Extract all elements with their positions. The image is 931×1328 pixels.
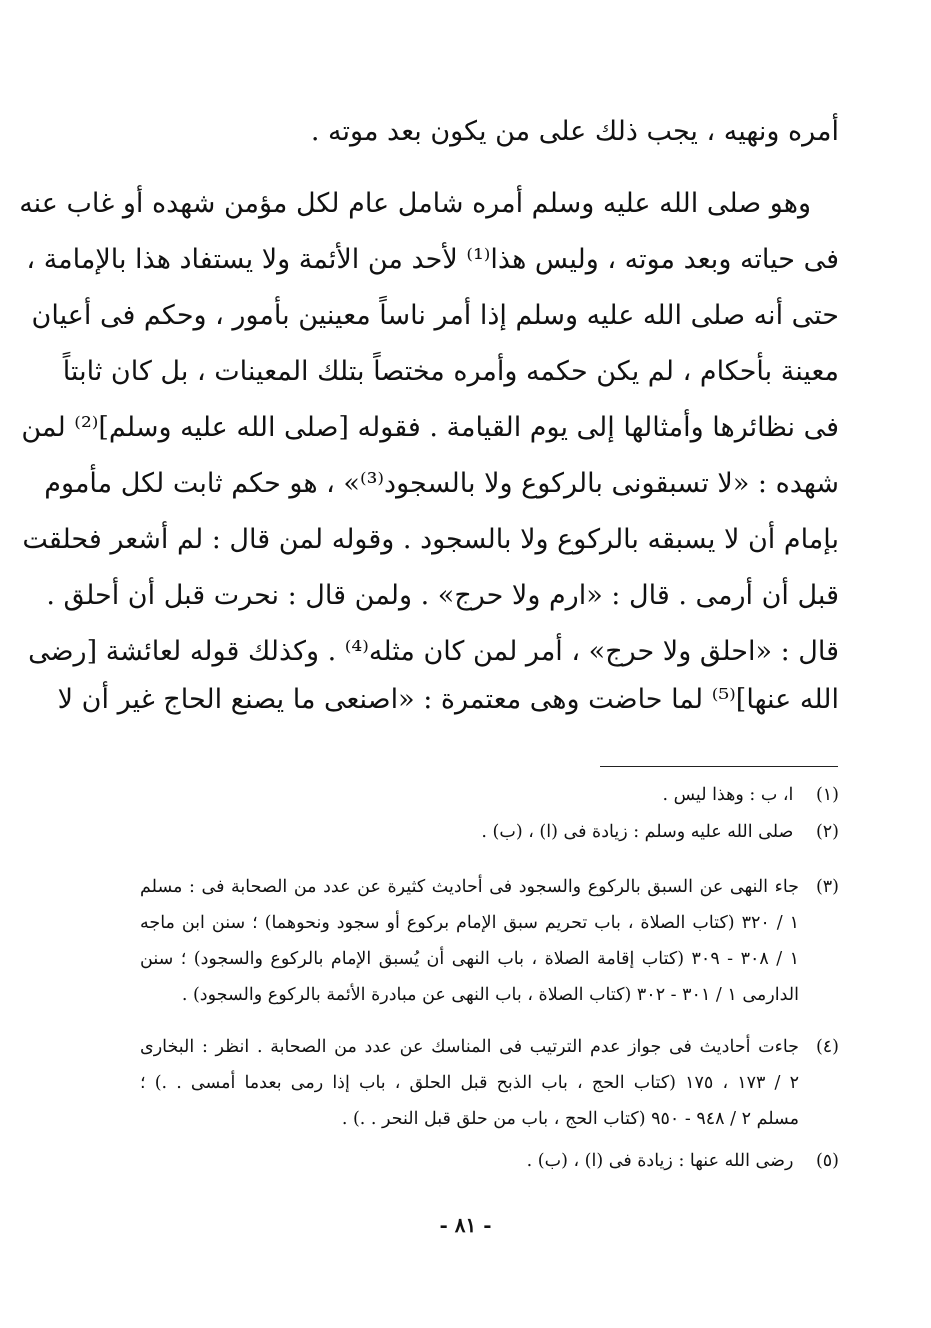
footnote-number: (٥) [815, 1151, 839, 1171]
footnote-text: صلى الله عليه وسلم : زيادة فى (ا) ، (ب) . [481, 822, 794, 842]
text-line: وهو صلى الله عليه وسلم أمره شامل عام لكل مؤمن شهده أو غاب عنه [19, 188, 811, 219]
text-line: شهده : «لا تسبقونى بالركوع ولا بالسجود⁽³⁾» ، هو حكم ثابت لكل مأموم [44, 468, 839, 499]
text-line: حتى أنه صلى الله عليه وسلم إذا أمر ناساً معينين بأمور ، وحكم فى أعيان [31, 300, 839, 331]
footnote-3-line: جاء النهى عن السبق بالركوع والسجود فى أحاديث كثيرة عن عدد من الصحابة فى : مسلم [140, 877, 799, 897]
footnote-2 [140, 817, 839, 847]
text-line: قبل أن أرمى . قال : «ارم ولا حرج» . ولمن قال : نحرت قبل أن أحلق . [46, 580, 839, 611]
text-line: الله عنها]⁽⁵⁾ لما حاضت وهى معتمرة : «اصنعى ما يصنع الحاج غير أن لا [57, 684, 839, 715]
footnote-4-line: جاءت أحاديث فى جواز عدم الترتيب فى المناسك عن عدد من الصحابة . انظر : البخارى [140, 1037, 799, 1057]
page-number: - ٨١ - [439, 1213, 492, 1237]
footnote-text: ا، ب : وهذا ليس . [662, 785, 794, 805]
text-line: فى نظائرها وأمثالها إلى يوم القيامة . فقوله [صلى الله عليه وسلم]⁽²⁾ لمن [21, 412, 839, 443]
text-line: أمره ونهيه ، يجب ذلك على من يكون بعد موته . [310, 116, 839, 147]
footnote-3-line: ١ / ٣٠٨ - ٣٠٩ (كتاب إقامة الصلاة ، باب النهى أن يُسبق الإمام بالركوع والسجود) ؛ سنن [140, 949, 799, 969]
footnote-number: (١) [815, 785, 839, 805]
footnote-3-line: الدارمى ١ / ٣٠١ - ٣٠٢ (كتاب الصلاة ، باب النهى عن مبادرة الأئمة بالركوع والسجود) . [181, 985, 799, 1005]
text-line: معينة بأحكام ، لم يكن حكمه وأمره مختصاً بتلك المعينات ، بل كان ثابتاً [62, 356, 839, 387]
footnote-number: (٣) [815, 877, 839, 897]
footnote-4-line: ٢ / ١٧٣ ، ١٧٥ (كتاب الحج ، باب الذبح قبل الحلق ، باب إذا رمى بعدما أمسى . .) ؛ [140, 1073, 799, 1093]
footnote-number: (٤) [815, 1037, 839, 1057]
footnote-1 [140, 780, 839, 810]
text-line: بإمام أن لا يسبقه بالركوع ولا بالسجود . وقوله لمن قال : لم أشعر فحلقت [22, 524, 839, 555]
footnote-4-line: مسلم ٢ / ٩٤٨ - ٩٥٠ (كتاب الحج ، باب من حلق قبل النحر . .) . [341, 1109, 799, 1129]
footnote-5 [140, 1146, 839, 1176]
text-line: فى حياته وبعد موته ، وليس هذا⁽¹⁾ لأحد من الأئمة ولا يستفاد هذا بالإمامة ، [26, 244, 839, 275]
footnote-separator [600, 766, 838, 767]
footnote-3-line: ١ / ٣٢٠ (كتاب الصلاة ، باب تحريم سبق الإمام بركوع أو سجود ونحوهما) ؛ سنن ابن ماجه [140, 913, 799, 933]
footnote-text: رضى الله عنها : زيادة فى (ا) ، (ب) . [526, 1151, 794, 1171]
text-line: قال : «احلق ولا حرج» ، أمر لمن كان مثله⁽⁴⁾ . وكذلك قوله لعائشة [رضى [28, 636, 839, 667]
footnote-number: (٢) [815, 822, 839, 842]
